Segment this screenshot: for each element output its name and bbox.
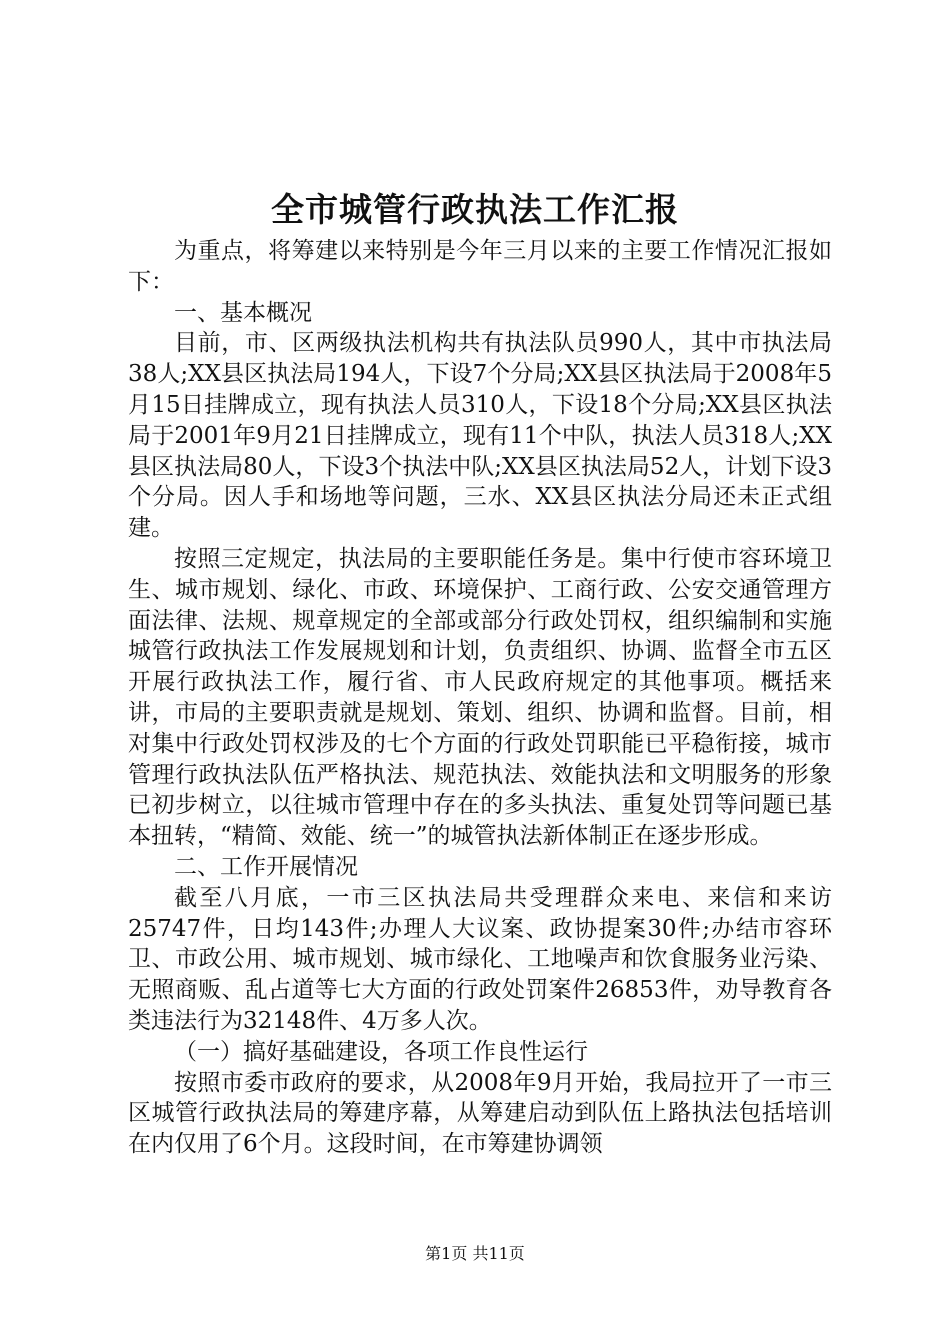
paragraph-intro: 为重点，将筹建以来特别是今年三月以来的主要工作情况汇报如下： [128, 238, 832, 295]
subsection-heading-infrastructure: （一）搞好基础建设，各项工作良性运行 [174, 1038, 588, 1065]
page-number-footer: 第1页 共11页 [425, 1244, 525, 1263]
paragraph-preparation: 按照市委市政府的要求，从2008年9月开始，我局拉开了一市三区城管行政执法局的筹建序幕，从筹建启动到队伍上路执法包括培训在内仅用了6个月。这段时间，在市筹建协调领 [128, 1069, 832, 1158]
section-heading-overview: 一、基本概况 [174, 299, 312, 326]
document-title: 全市城管行政执法工作汇报 [271, 190, 679, 229]
paragraph-functions: 按照三定规定，执法局的主要职能任务是。集中行使市容环境卫生、城市规划、绿化、市政、环境保护、工商行政、公安交通管理方面法律、法规、规章规定的全部或部分行政处罚权，组织编制和实施城管行政执法工作发展规划和计划，负责组织、协调、监督全市五区开展行政执法工作，履行省、市人民政府规定的其他事项。概括来讲，市局的主要职责就是规划、策划、组织、协调和监督。目前，相对集中行政处罚权涉及的七个方面的行政处罚职能已平稳衔接，城市管理行政执法队伍严格执法、规范执法、效能执法和文明服务的形象已初步树立，以往城市管理中存在的多头执法、重复处罚等问题已基本扭转，“精简、效能、统一”的城管执法新体制正在逐步形成。 [128, 545, 832, 850]
paragraph-statistics: 截至八月底，一市三区执法局共受理群众来电、来信和来访25747件，日均143件;办理人大议案、政协提案30件;办结市容环卫、市政公用、城市规划、城市绿化、工地噪声和饮食服务业污染、无照商贩、乱占道等七大方面的行政处罚案件26853件，劝导教育各类违法行为32148件、4万多人次。 [128, 884, 832, 1034]
section-heading-work: 二、工作开展情况 [174, 853, 358, 880]
document-body [128, 236, 832, 1160]
paragraph-staffing: 目前，市、区两级执法机构共有执法队员990人，其中市执法局38人;XX县区执法局194人，下设7个分局;XX县区执法局于2008年5月15日挂牌成立，现有执法人员310人，下设18个分局;XX县区执法局于2001年9月21日挂牌成立，现有11个中队，执法人员318人;XX县区执法局80人，下设3个执法中队;XX县区执法局52人，计划下设3个分局。因人手和场地等问题，三水、XX县区执法分局还未正式组建。 [128, 330, 832, 542]
